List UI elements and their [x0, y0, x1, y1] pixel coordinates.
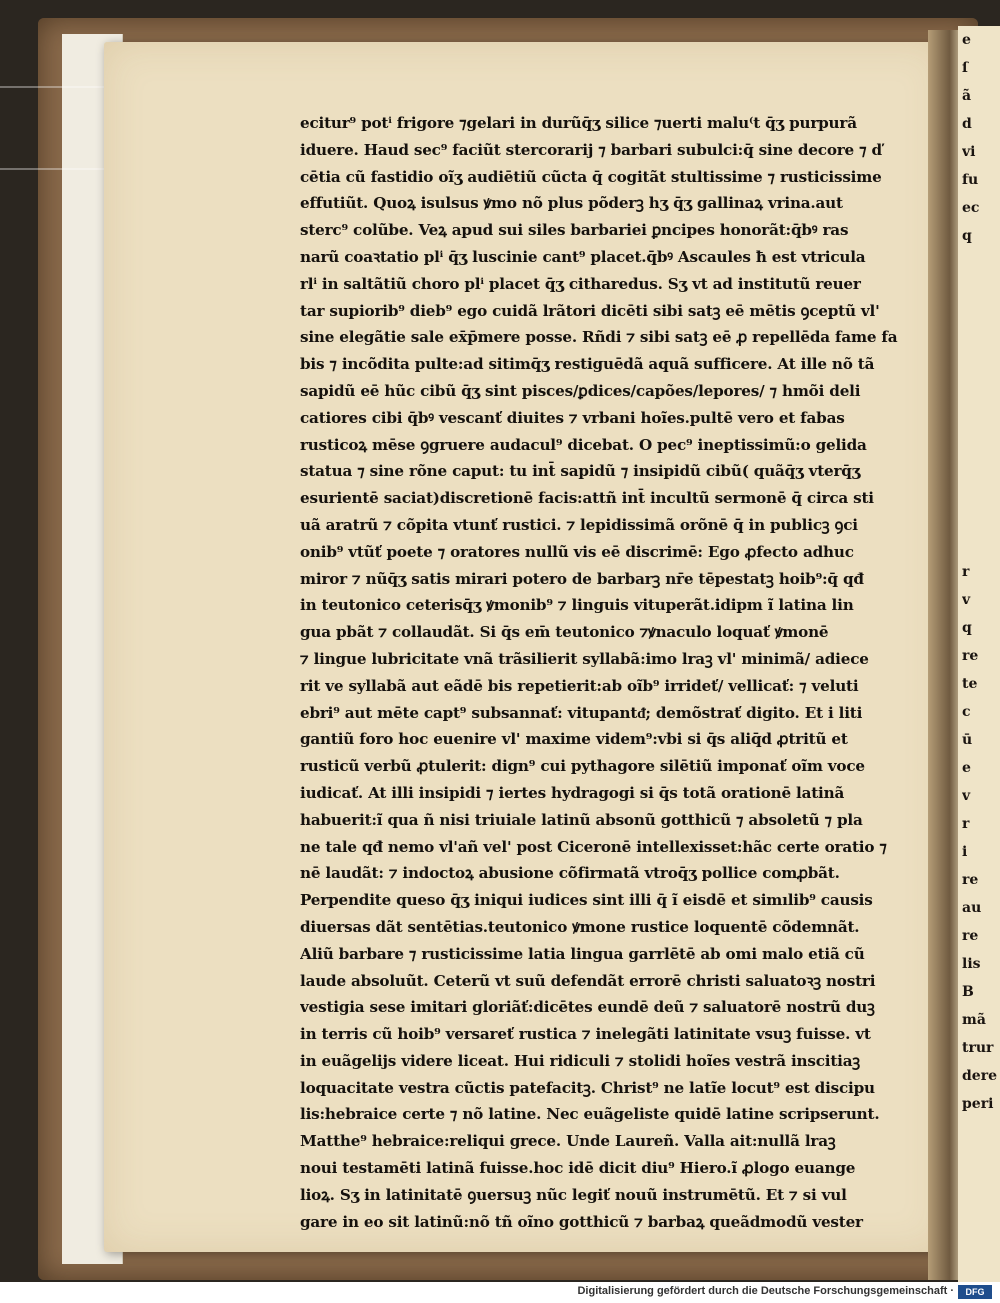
- text-line: in terris cũ hoib⁹ versareť rustica ⁊ inelegãti latinitate vsuꝫ fuisse. vt: [300, 1025, 871, 1044]
- adjacent-page-fragment: e: [962, 760, 971, 776]
- adjacent-page-fragment: dere: [962, 1068, 997, 1084]
- text-line: rit ve syllabã aut eãdē bis repetierit:ab oĩb⁹ irrideť/ vellicať: ⁊ veluti: [300, 676, 859, 695]
- text-line: iudicať. At illi insipidi ⁊ iertes hydragogi si q̄s totã orationē latinã: [300, 783, 845, 802]
- text-line: ⁊ lingue lubricitate vnã trãsilierit syllabã:imo lraꝫ vl' minimã/ adiece: [300, 649, 869, 668]
- adjacent-page-fragment: ã: [962, 88, 972, 104]
- text-line: vestigia sese imitari gloriãť:dicētes eundē deũ ⁊ saluatorē nostrũ duꝫ: [300, 998, 875, 1017]
- text-line: noui testamēti latinã fuisse.hoc idē dicit diu⁹ Hiero.ĩ ꝓlogo euange: [300, 1159, 856, 1178]
- text-line: Aliũ barbare ⁊ rusticissime latia lingua garrlētē ab omi malo etiã cũ: [300, 944, 865, 963]
- adjacent-page-fragment: fu: [962, 172, 979, 188]
- adjacent-page-fragment: [962, 418, 1000, 446]
- text-line: bis ⁊ incõdita pulte:ad sitimq̄ʒ restiguēdã aquã sufficere. At ille nõ tã: [300, 355, 875, 374]
- text-line: in teutonico ceterisq̄ʒ ꝟmonib⁹ ⁊ linguis vituperãt.idipm ĩ latina lin: [300, 596, 854, 615]
- text-line: lioꝝ. Sʒ in latinitatē ꝯuersuꝫ nũc legiť nouũ instrumētũ. Et ⁊ si vul: [300, 1185, 847, 1204]
- text-line: Perpendite queso q̄ʒ iniqui iudices sint illi q̄ ĩ eisdē et simılib⁹ causis: [300, 891, 873, 910]
- text-line: narũ coaꝛtatio plⁱ q̄ʒ luscinie cant⁹ placet.q̄bꝰ Ascaules ħ est vtricula: [300, 247, 866, 266]
- text-line: lis:hebraice certe ⁊ nõ latine. Nec euãgeliste quidē latine scripserunt.: [300, 1105, 880, 1124]
- text-line: laude absoluũt. Ceterũ vt suũ defendãt errorē christi saluatoꝛꝫ nostri: [300, 971, 876, 990]
- adjacent-page-fragment: [962, 306, 1000, 334]
- text-line: iduere. Haud sec⁹ faciũt stercorarij ⁊ barbari subulci:q̄ sine decore ⁊ ď: [300, 140, 882, 159]
- adjacent-page: [958, 26, 1000, 1288]
- adjacent-page-fragment: [962, 334, 1000, 362]
- adjacent-page-fragment: [962, 278, 1000, 306]
- text-line: statua ⁊ sine rõne caput: tu int̄ sapidũ ⁊ insipidũ cibũ( quãq̄ʒ vterq̄ʒ: [300, 462, 861, 481]
- text-block: [300, 110, 920, 1235]
- footer-bar: [0, 1282, 1000, 1303]
- text-line: catiores cibi q̄bꝰ vescanť diuites ⁊ vrbani hoĩes.pultē vero et fabas: [300, 408, 845, 427]
- adjacent-page-fragment: re: [962, 648, 979, 664]
- adjacent-page-fragment: [962, 446, 1000, 474]
- text-line: miror ⁊ nũq̄ʒ satis mirari potero de barbarꝫ nr̄e tēpestatꝫ hoib⁹:q̄ qđ: [300, 569, 864, 588]
- adjacent-page-fragment: B: [962, 984, 974, 1000]
- adjacent-page-fragment: au: [962, 900, 982, 916]
- adjacent-page-fragment: re: [962, 872, 979, 888]
- text-line: ecitur⁹ potⁱ frigore ⁊gelari in durũq̄ʒ silice ⁊uerti malu⁽t q̄ʒ purpurã: [300, 114, 857, 132]
- text-line: sapidũ eē hũc cibũ q̄ʒ sint pisces/ꝑdices/capões/lepores/ ⁊ hmõi deli: [300, 381, 861, 400]
- text-line: gua pbãt ⁊ collaudãt. Si q̄s em̄ teutonico ⁊ꝟnaculo loquať ꝟmonē: [300, 623, 829, 642]
- text-line: rusticũ verbũ ꝓtulerit: dign⁹ cui pythagore silētiũ imponať oĩm voce: [300, 757, 865, 776]
- footer-credit: Digitalisierung gefördert durch die Deutsche Forschungsgemeinschaft ·: [577, 1285, 954, 1297]
- adjacent-page-fragment: ſ: [962, 60, 969, 76]
- text-line: effutiũt. Quoꝝ isulsus ꝟmo nõ plus põderꝫ hʒ q̄ʒ gallinaꝝ vrina.aut: [300, 194, 843, 213]
- adjacent-page-fragment: q: [962, 228, 972, 244]
- adjacent-page-fragment: ū: [962, 732, 973, 748]
- adjacent-page-fragment: q: [962, 620, 972, 636]
- text-line: in euãgelijs videre liceat. Hui ridiculi ⁊ stolidi hoĩes vestrã inscitiaꝫ: [300, 1051, 860, 1070]
- adjacent-page-fragment: d: [962, 116, 972, 132]
- adjacent-page-fragment: r: [962, 816, 970, 832]
- text-line: loquacitate vestra cũctis patefacitꝫ. Christ⁹ ne latĩe locut⁹ est discipu: [300, 1078, 875, 1097]
- adjacent-page-fragment: [962, 474, 1000, 502]
- adjacent-page-fragment: vi: [962, 144, 976, 160]
- adjacent-page-fragment: v: [962, 592, 971, 608]
- adjacent-page-fragment: r: [962, 564, 970, 580]
- adjacent-page-fragment: c: [962, 704, 971, 720]
- text-line: diuersas dãt sentētias.teutonico ꝟmone rustice loquentē cõdemnãt.: [300, 917, 860, 936]
- dfg-logo: DFG: [958, 1285, 992, 1299]
- adjacent-page-fragment: [962, 502, 1000, 530]
- adjacent-page-fragment: e: [962, 32, 971, 48]
- text-line: rusticoꝝ mēse ꝯgruere audacul⁹ dicebat. O pec⁹ ineptissimũ:o gelida: [300, 435, 867, 454]
- adjacent-page-fragment: [962, 530, 1000, 558]
- text-line: sine elegãtie sale ex̄p̄mere posse. Rñdi ⁊ sibi satꝫ eē ꝓ repellēda fame fa: [300, 328, 898, 347]
- text-line: rlⁱ in saltãtiũ choro plⁱ placet q̄ʒ citharedus. Sʒ vt ad institutũ reuer: [300, 274, 861, 293]
- text-line: ebri⁹ aut mēte capt⁹ subsannať: vitupantᵭ; demõstrať digito. Et i liti: [300, 703, 863, 722]
- text-line: gare in eo sit latinũ:nõ tñ oĩno gotthicũ ⁊ barbaꝝ queãdmodũ vester: [300, 1212, 863, 1231]
- adjacent-page-fragment: [962, 390, 1000, 418]
- text-line: sterc⁹ colũbe. Veꝝ apud sui siles barbariei ꝑncipes honorãt:q̄bꝰ ras: [300, 221, 849, 240]
- adjacent-page-fragment: trur: [962, 1040, 994, 1056]
- adjacent-page-fragment: lis: [962, 956, 981, 972]
- adjacent-page-fragment: i: [962, 844, 968, 860]
- text-line: ne tale qđ nemo vl'añ vel' post Ciceronē intellexisset:hãc certe oratio ⁊: [300, 837, 887, 856]
- text-line: uã aratrũ ⁊ cõpita vtunť rustici. ⁊ lepidissimã orõnē q̄ in publicꝫ ꝯci: [300, 515, 858, 534]
- adjacent-page-fragment: re: [962, 928, 979, 944]
- text-line: nē laudãt: ⁊ indoctoꝝ abusione cõfirmatã vtroq̄ʒ pollice comꝓbãt.: [300, 864, 840, 883]
- text-line: habuerit:ĩ qua ñ nisi triuiale latinũ absonũ gotthicũ ⁊ absoletũ ⁊ pla: [300, 810, 863, 829]
- adjacent-page-fragment: mã: [962, 1012, 986, 1028]
- text-line: gantiũ foro hoc euenire vl' maxime videm⁹:vbi si q̄s aliq̄d ꝓtritũ et: [300, 730, 848, 749]
- adjacent-page-fragment: [962, 250, 1000, 278]
- text-line: cētia cũ fastidio oĩʒ audiētiũ cũcta q̄ cogitãt stultissime ⁊ rusticissime: [300, 167, 882, 186]
- adjacent-page-fragment: te: [962, 676, 978, 692]
- adjacent-page-fragment: peri: [962, 1096, 994, 1112]
- text-line: Matthe⁹ hebraice:reliqui grece. Unde Laureñ. Valla ait:nullã lraꝫ: [300, 1132, 836, 1151]
- adjacent-page-fragment: [962, 362, 1000, 390]
- adjacent-page-fragments: [962, 26, 1000, 1288]
- text-line: esurientē saciat)discretionē facis:attñ int̄ incultũ sermonē q̄ circa sti: [300, 489, 874, 508]
- text-line: onib⁹ vtũť poete ⁊ oratores nullũ vis eē discrimē: Ego ꝓfecto adhuc: [300, 542, 854, 561]
- text-line: tar supiorib⁹ dieb⁹ ego cuidã lrãtori dicēti sibi satꝫ eē mētis ꝯceptũ vl': [300, 301, 880, 320]
- adjacent-page-fragment: ec: [962, 200, 980, 216]
- adjacent-page-fragment: v: [962, 788, 971, 804]
